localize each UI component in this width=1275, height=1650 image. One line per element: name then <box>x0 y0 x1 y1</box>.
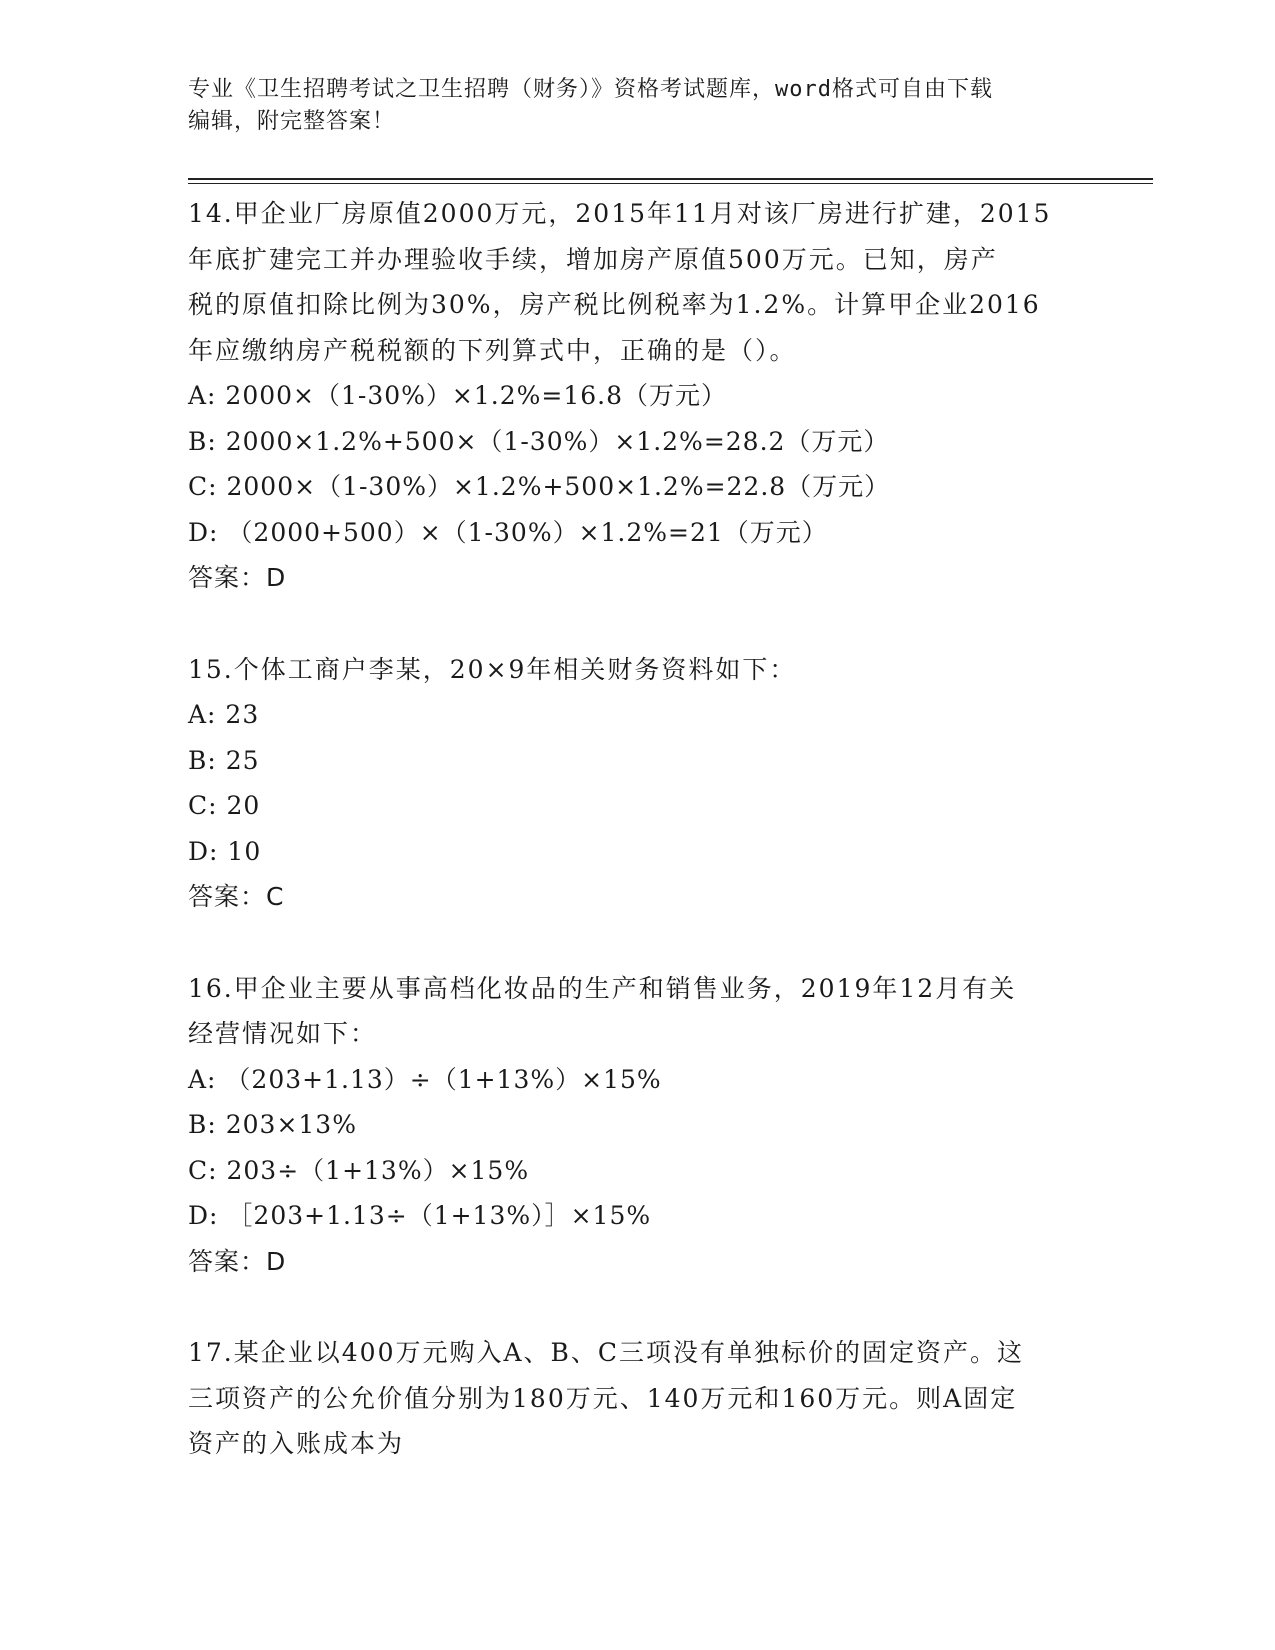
answer-option: C: 2000×（1-30%）×1.2%+500×1.2%=22.8（万元） <box>188 472 891 501</box>
question-stem-line: 三项资产的公允价值分别为180万元、140万元和160万元。则A固定 <box>188 1383 1018 1413</box>
answer-option: B: 25 <box>188 745 260 775</box>
header-line: 编辑，附完整答案！ <box>188 109 396 134</box>
question-stem-line: 资产的入账成本为 <box>188 1429 405 1458</box>
question-block <box>188 1330 1088 1467</box>
question-stem-line: 17.某企业以400万元购入A、B、C三项没有单独标价的固定资产。这 <box>188 1338 1025 1367</box>
answer-key: 答案：C <box>188 882 285 911</box>
header-divider <box>188 178 1153 180</box>
question-stem-line: 15.个体工商户李某，20×9年相关财务资料如下： <box>188 654 797 684</box>
question-stem-line: 14.甲企业厂房原值2000万元，2015年11月对该厂房进行扩建，2015 <box>188 199 1052 228</box>
question-stem-line: 经营情况如下： <box>188 1019 378 1048</box>
question-block <box>188 647 1088 920</box>
answer-key: 答案：D <box>188 563 287 592</box>
question-stem-line: 年底扩建完工并办理验收手续，增加房产原值500万元。已知，房产 <box>188 244 998 274</box>
question-list <box>188 191 1088 1513</box>
header-line: 专业《卫生招聘考试之卫生招聘（财务）》资格考试题库，word格式可自由下载 <box>188 77 993 102</box>
question-stem-line: 税的原值扣除比例为30%，房产税比例税率为1.2%。计算甲企业2016 <box>188 290 1041 319</box>
answer-option: B: 203×13% <box>188 1110 357 1139</box>
question-block <box>188 966 1088 1285</box>
question-stem-line: 年应缴纳房产税税额的下列算式中，正确的是（）。 <box>188 335 797 365</box>
answer-option: D: （2000+500）×（1-30%）×1.2%=21（万元） <box>188 517 828 547</box>
answer-option: D: ［203+1.13÷（1+13%）］×15% <box>188 1201 652 1230</box>
answer-option: D: 10 <box>188 836 262 866</box>
header-divider <box>188 183 1153 184</box>
answer-option: B: 2000×1.2%+500×（1-30%）×1.2%=28.2（万元） <box>188 426 890 456</box>
answer-key: 答案：D <box>188 1246 287 1276</box>
document-header <box>188 74 1088 138</box>
answer-option: A: 2000×（1-30%）×1.2%=16.8（万元） <box>188 381 727 410</box>
answer-option: A: 23 <box>188 700 260 729</box>
answer-option: C: 203÷（1+13%）×15% <box>188 1155 530 1185</box>
question-stem-line: 16.甲企业主要从事高档化妆品的生产和销售业务，2019年12月有关 <box>188 973 1017 1003</box>
question-block <box>188 191 1088 601</box>
answer-option: C: 20 <box>188 791 261 820</box>
answer-option: A: （203+1.13）÷（1+13%）×15% <box>188 1064 662 1094</box>
